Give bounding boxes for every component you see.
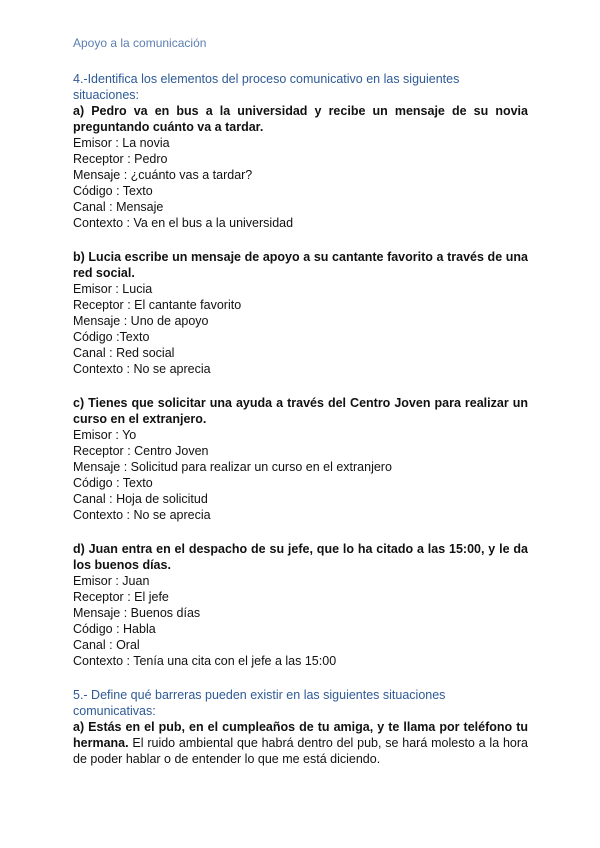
- case-c-codigo: Código : Texto: [73, 476, 153, 490]
- case-b-canal: Canal : Red social: [73, 346, 175, 360]
- section-5-case-a-title: a) Estás en el pub, en el cumpleaños de tu amiga, y te llama por teléfono tu hermana.: [73, 720, 528, 750]
- case-b-mensaje: Mensaje : Uno de apoyo: [73, 314, 209, 328]
- section-5-case-a: [73, 719, 528, 767]
- case-d-canal: Canal : Oral: [73, 638, 140, 652]
- case-b-receptor: Receptor : El cantante favorito: [73, 298, 242, 312]
- case-c: [73, 395, 528, 523]
- case-d: [73, 541, 528, 669]
- case-a-receptor: Receptor : Pedro: [73, 152, 168, 166]
- section-5-title: 5.- Define qué barreras pueden existir en las siguientes situaciones comunicativas:: [73, 688, 446, 718]
- document-content: [73, 71, 528, 767]
- case-b-title: b) Lucia escribe un mensaje de apoyo a su cantante favorito a través de una red social.: [73, 250, 528, 280]
- case-a-canal: Canal : Mensaje: [73, 200, 164, 214]
- case-d-mensaje: Mensaje : Buenos días: [73, 606, 201, 620]
- case-c-receptor: Receptor : Centro Joven: [73, 444, 209, 458]
- case-b-contexto: Contexto : No se aprecia: [73, 362, 211, 376]
- case-a-title: a) Pedro va en bus a la universidad y recibe un mensaje de su novia preguntando cuánto va a tardar.: [73, 104, 528, 134]
- case-d-receptor: Receptor : El jefe: [73, 590, 169, 604]
- case-b-codigo: Código :Texto: [73, 330, 150, 344]
- case-c-mensaje: Mensaje : Solicitud para realizar un curso en el extranjero: [73, 460, 392, 474]
- page-header: Apoyo a la comunicación: [73, 36, 207, 50]
- case-b-emisor: Emisor : Lucia: [73, 282, 153, 296]
- case-d-title: d) Juan entra en el despacho de su jefe, que lo ha citado a las 15:00, y le da los buenos días.: [73, 542, 528, 572]
- case-a: [73, 103, 528, 231]
- case-a-contexto: Contexto : Va en el bus a la universidad: [73, 216, 294, 230]
- section-5-case-a-answer: El ruido ambiental que habrá dentro del pub, se hará molesto a la hora de poder hablar o de entender lo que me está diciendo.: [73, 736, 528, 766]
- case-a-mensaje: Mensaje : ¿cuánto vas a tardar?: [73, 168, 253, 182]
- case-a-codigo: Código : Texto: [73, 184, 153, 198]
- case-c-title: c) Tienes que solicitar una ayuda a través del Centro Joven para realizar un curso en el extranjero.: [73, 396, 528, 426]
- case-c-emisor: Emisor : Yo: [73, 428, 137, 442]
- case-a-emisor: Emisor : La novia: [73, 136, 170, 150]
- case-d-codigo: Código : Habla: [73, 622, 156, 636]
- case-d-contexto: Contexto : Tenía una cita con el jefe a las 15:00: [73, 654, 337, 668]
- case-c-canal: Canal : Hoja de solicitud: [73, 492, 208, 506]
- case-b: [73, 249, 528, 377]
- case-c-contexto: Contexto : No se aprecia: [73, 508, 211, 522]
- case-d-emisor: Emisor : Juan: [73, 574, 150, 588]
- section-5: [73, 687, 528, 767]
- section-4-title: 4.-Identifica los elementos del proceso comunicativo en las siguientes situaciones:: [73, 72, 460, 102]
